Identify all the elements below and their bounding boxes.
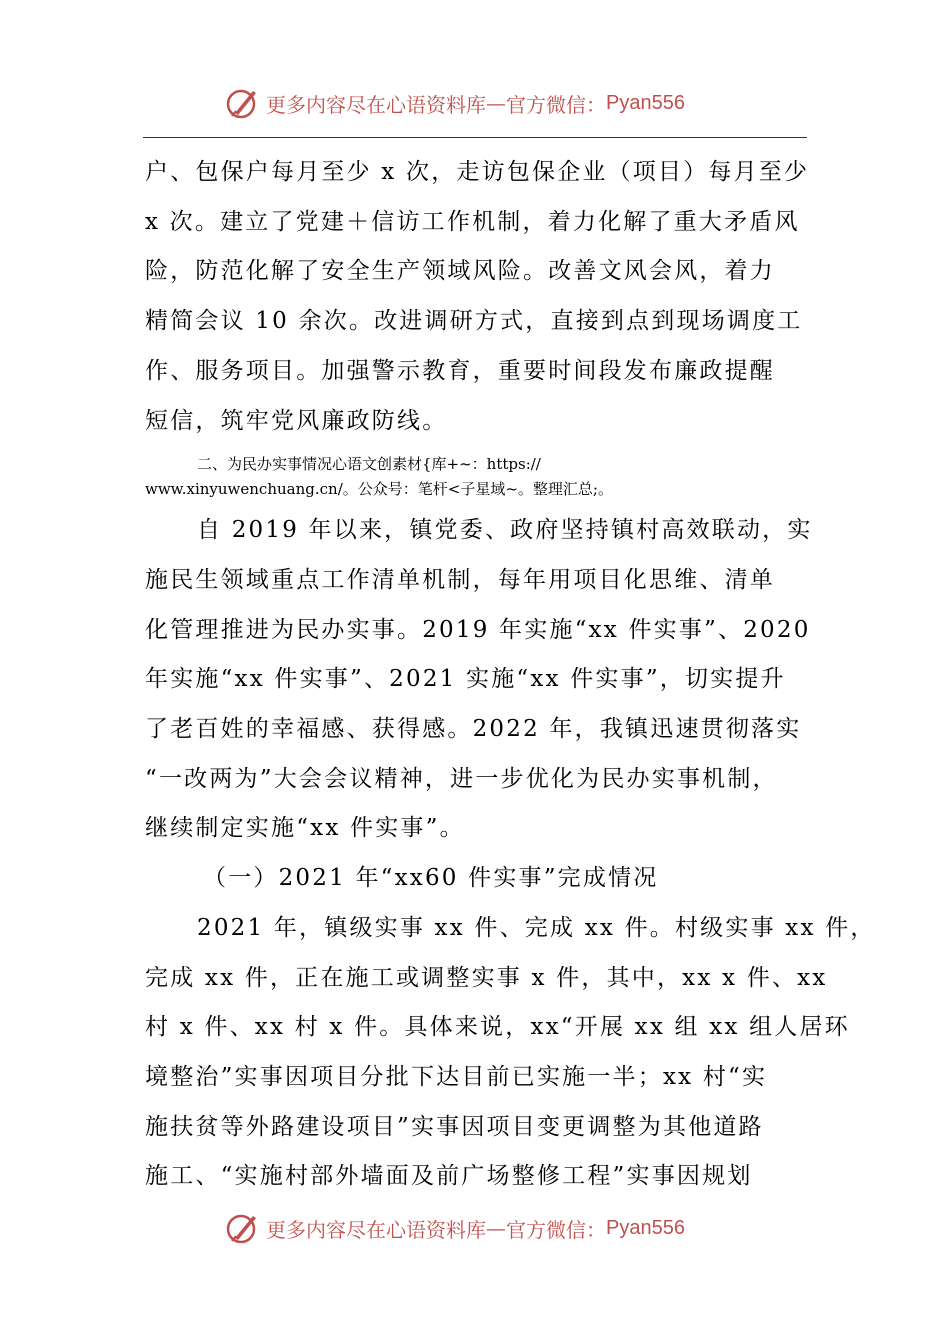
text-line: 户、包保户每月至少 x 次，走访包保企业（项目）每月至少: [145, 159, 810, 185]
paragraph-2: [145, 506, 813, 854]
document-body: [145, 148, 876, 1202]
text-line: 险，防范化解了安全生产领域风险。改善文风会风，着力: [145, 258, 775, 285]
text-line: 村 x 件、xx 村 x 件。具体来说，xx“开展 xx 组 xx 组人居环: [145, 1014, 850, 1041]
subheading-text: （一）2021 年“xx60 件实事”完成情况: [203, 865, 659, 892]
text-line: 作、服务项目。加强警示教育，重要时间段发布廉政提醒: [145, 357, 775, 384]
footer-banner-content: [226, 1211, 685, 1245]
text-line: 施工、“实施村部外墙面及前广场整修工程”实事因规划: [145, 1163, 753, 1190]
header-banner-title: 更多内容尽在心语资料库: [266, 92, 486, 117]
text-line: 2021 年，镇级实事 xx 件、完成 xx 件。村级实事 xx 件，: [197, 914, 876, 941]
paragraph-3: [145, 904, 876, 1202]
header-banner-separator: —: [486, 91, 506, 115]
text-line: “一改两为”大会会议精神，进一步优化为民办实事机制，: [145, 765, 778, 792]
text-line: 年实施“xx 件实事”、2021 实施“xx 件实事”，切实提升: [145, 666, 786, 693]
footer-banner-title: 更多内容尽在心语资料库: [266, 1217, 486, 1242]
footer-banner-wechat-label: 官方微信：: [506, 1217, 606, 1242]
footer-banner-separator: —: [486, 1216, 506, 1240]
text-line: 施扶贫等外路建设项目”实事因项目变更调整为其他道路: [145, 1113, 764, 1140]
text-line: 了老百姓的幸福感、获得感。2022 年，我镇迅速贯彻落实: [145, 716, 802, 743]
quill-pen-logo-icon: [226, 1211, 260, 1245]
text-line: 自 2019 年以来，镇党委、政府坚持镇村高效联动，实: [197, 517, 813, 544]
text-line: 短信，筑牢党风廉政防线。: [145, 407, 448, 434]
header-divider: [143, 137, 807, 138]
text-line: 精简会议 10 余次。改进调研方式，直接到点到现场调度工: [145, 308, 803, 335]
paragraph-1: [145, 148, 810, 446]
text-line: 境整治”实事因项目分批下达目前已实施一半；xx 村“实: [145, 1063, 768, 1090]
text-line: 继续制定实施“xx 件实事”。: [145, 815, 465, 842]
quill-pen-logo-icon: [226, 86, 260, 120]
text-line: x 次。建立了党建＋信访工作机制，着力化解了重大矛盾风: [145, 208, 800, 235]
header-banner: [0, 82, 950, 122]
text-line: 施民生领域重点工作清单机制，每年用项目化思维、清单: [145, 566, 775, 593]
text-line: 化管理推进为民办实事。2019 年实施“xx 件实事”、2020: [145, 616, 811, 643]
section-heading-note: [145, 452, 810, 502]
text-line: www.xinyuwenchuang.cn/。公众号：笔杆<子星域~。整理汇总;。: [145, 480, 613, 499]
header-banner-wechat-label: 官方微信：: [506, 92, 606, 117]
text-line: 完成 xx 件，正在施工或调整实事 x 件，其中，xx x 件、xx: [145, 964, 828, 991]
header-banner-wechat-id: Pyan556: [606, 91, 685, 114]
footer-banner-wechat-id: Pyan556: [606, 1216, 685, 1239]
header-banner-content: [226, 86, 685, 120]
text-line: 二、为民办实事情况心语文创素材{库+~：https://: [197, 455, 541, 474]
subheading: [145, 854, 810, 904]
footer-banner: [0, 1207, 950, 1247]
